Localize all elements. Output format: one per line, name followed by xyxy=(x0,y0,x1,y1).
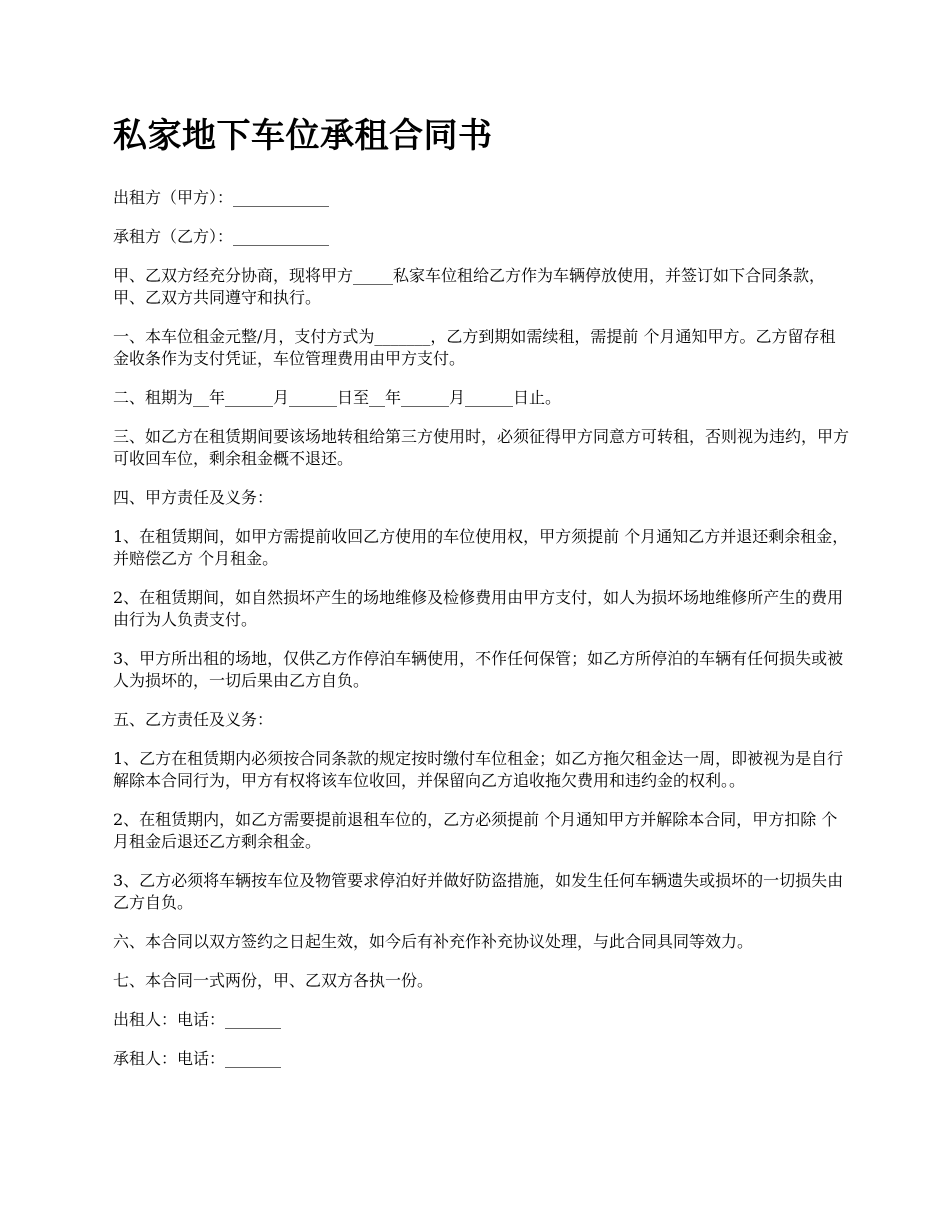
preamble-paragraph: 甲、乙双方经充分协商，现将甲方_____私家车位租给乙方作为车辆停放使用，并签订如下合同条款，甲、乙双方共同遵守和执行。 xyxy=(113,266,826,307)
lessor-duty-3: 3、甲方所出租的场地，仅供乙方作停泊车辆使用，不作任何保管；如乙方所停泊的车辆有任何损失或被人为损坏的，一切后果由乙方自负。 xyxy=(113,649,844,690)
lessee-signature-line: 承租人：电话：_______ xyxy=(113,1049,282,1068)
lessor-line: 出租方（甲方）：____________ xyxy=(113,188,330,207)
document-title: 私家地下车位承租合同书 xyxy=(113,116,493,156)
lessor-duty-1: 1、在租赁期间，如甲方需提前收回乙方使用的车位使用权，甲方须提前 个月通知乙方并退还剩余租金，并赔偿乙方 个月租金。 xyxy=(113,527,849,568)
lessor-signature-line: 出租人：电话：_______ xyxy=(113,1010,282,1029)
clause-1: 一、本车位租金元整/月，支付方式为_______，乙方到期如需续租，需提前 个月通知甲方。乙方留存租金收条作为支付凭证，车位管理费用由甲方支付。 xyxy=(113,327,836,368)
lessee-duty-3: 3、乙方必须将车辆按车位及物管要求停泊好并做好防盗措施，如发生任何车辆遗失或损坏的一切损失由乙方自负。 xyxy=(113,871,844,912)
clause-3: 三、如乙方在租赁期间要该场地转租给第三方使用时，必须征得甲方同意方可转租，否则视为违约，甲方可收回车位，剩余租金概不退还。 xyxy=(113,427,850,468)
lessee-line: 承租方（乙方）：____________ xyxy=(113,227,330,246)
clause-6: 六、本合同以双方签约之日起生效，如今后有补充作补充协议处理，与此合同具同等效力。 xyxy=(113,932,754,951)
lessee-duty-2: 2、在租赁期内，如乙方需要提前退租车位的，乙方必须提前 个月通知甲方并解除本合同，甲方扣除 个月租金后退还乙方剩余租金。 xyxy=(113,810,838,851)
clause-7: 七、本合同一式两份，甲、乙双方各执一份。 xyxy=(113,971,434,990)
section-lessor-duties: 四、甲方责任及义务： xyxy=(113,488,274,507)
clause-2: 二、租期为__年______月______日至__年______月______日止。 xyxy=(113,388,562,407)
lessee-duty-1: 1、乙方在租赁期内必须按合同条款的规定按时缴付车位租金；如乙方拖欠租金达一周，即被视为是自行解除本合同行为，甲方有权将该车位收回，并保留向乙方追收拖欠费用和违约金的权利。。 xyxy=(113,749,844,790)
lessor-duty-2: 2、在租赁期间，如自然损坏产生的场地维修及检修费用由甲方支付，如人为损坏场地维修所产生的费用由行为人负责支付。 xyxy=(113,588,844,629)
section-lessee-duties: 五、乙方责任及义务： xyxy=(113,710,274,729)
